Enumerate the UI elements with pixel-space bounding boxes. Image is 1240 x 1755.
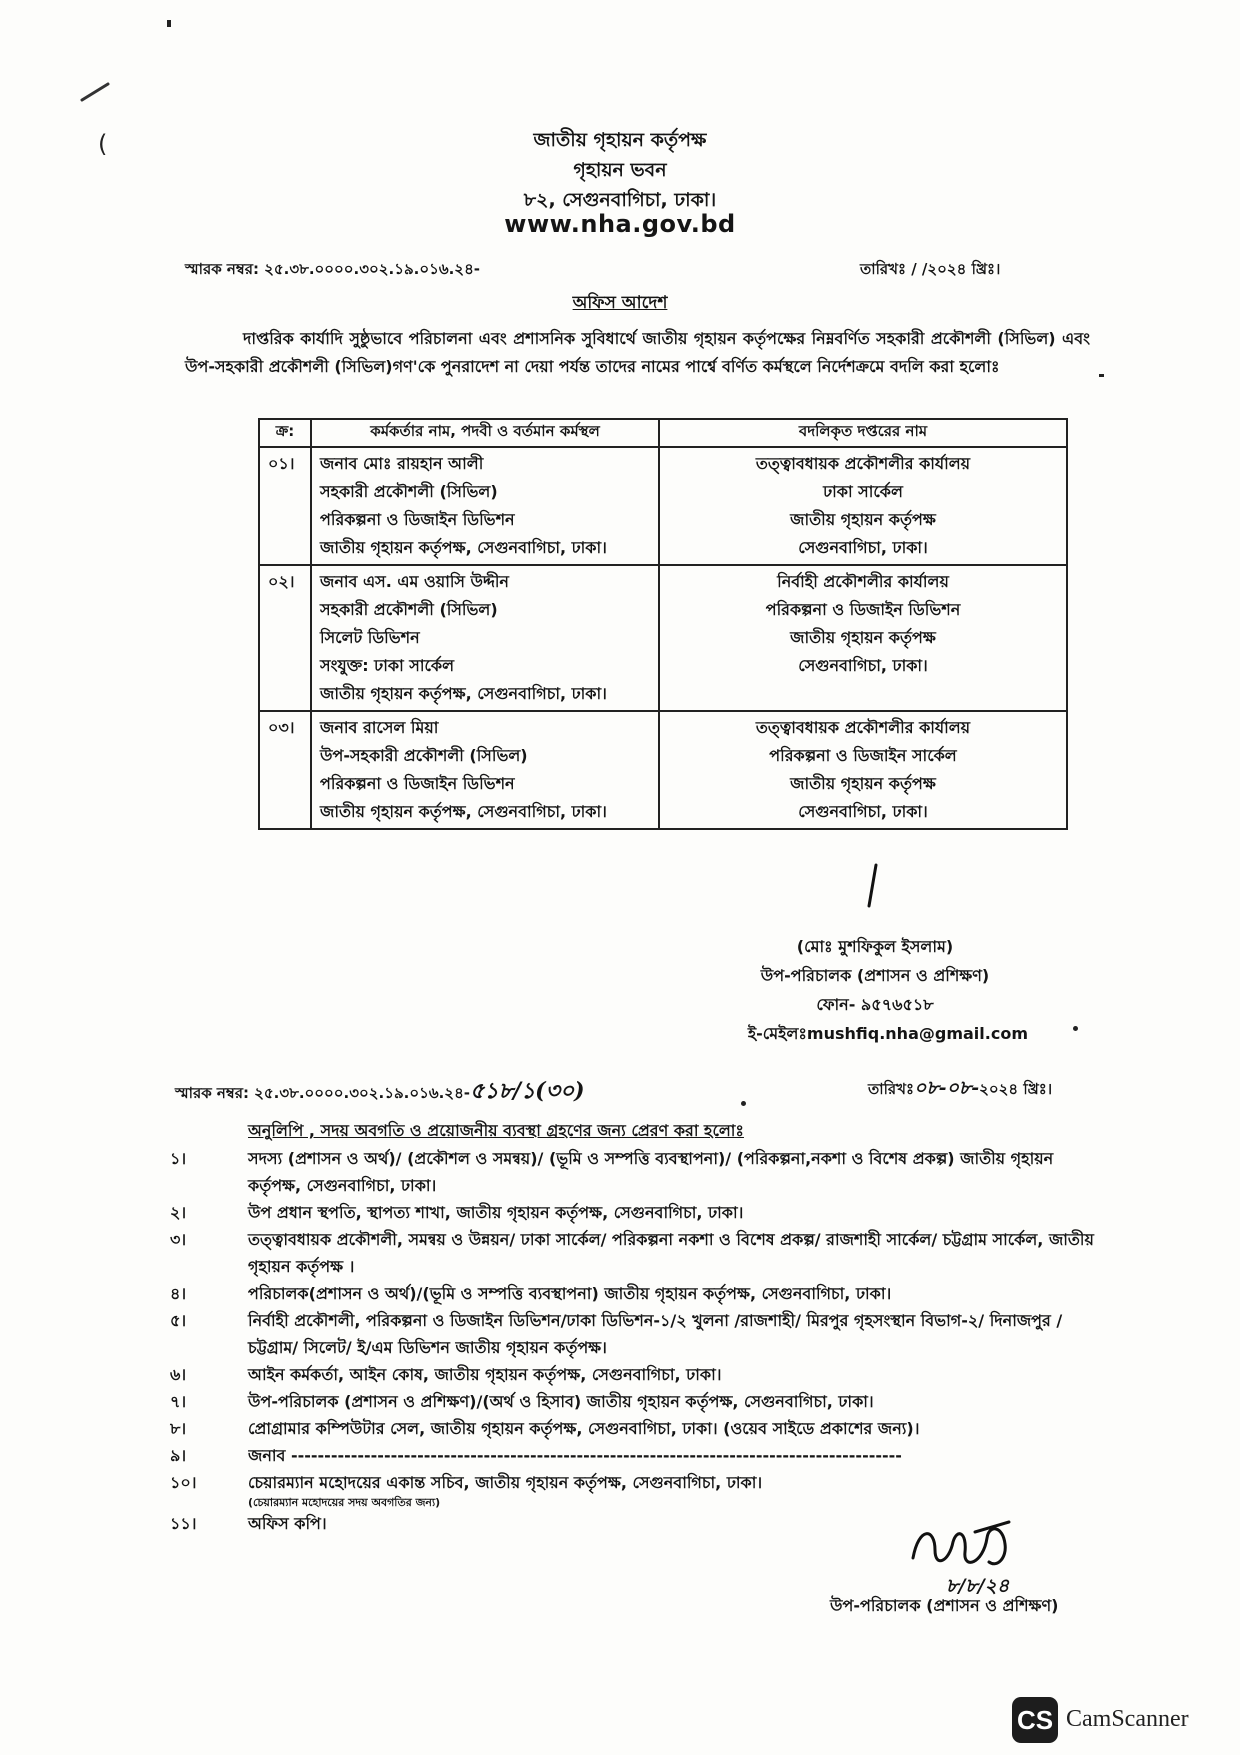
org-name: জাতীয় গৃহায়ন কর্তৃপক্ষ	[533, 129, 707, 151]
camscanner-watermark: CamScanner	[1066, 1706, 1189, 1732]
list-item	[170, 1145, 1100, 1199]
destination-line: সেগুনবাগিচা, ঢাকা।	[798, 802, 928, 821]
cc-item-text: জনাব --------------------------------------------------------------------------------------------	[248, 1446, 902, 1465]
cc-item-number: ১০।	[170, 1473, 197, 1492]
officer-line: জনাব এস. এম ওয়াসি উদ্দীন	[320, 572, 509, 591]
signatory-designation: উপ-পরিচালক (প্রশাসন ও প্রশিক্ষণ)	[760, 966, 990, 985]
cc-item-number: ৮।	[170, 1419, 187, 1438]
signatory-email: ই-মেইলঃmushfiq.nha@gmail.com	[747, 1024, 1028, 1043]
destination-line: নির্বাহী প্রকৌশলীর কার্যালয়	[777, 572, 949, 591]
list-item	[170, 1199, 1100, 1226]
memo-ref-handwritten: ৫১৮/১(৩০)	[470, 1078, 585, 1104]
cc-item-number: ৫।	[170, 1311, 187, 1330]
officer-line: জনাব রাসেল মিয়া	[320, 718, 439, 737]
col-header-officer: কর্মকর্তার নাম, পদবী ও বর্তমান কর্মস্থল	[311, 419, 659, 447]
cc-item-text: চেয়ারম্যান মহোদয়ের একান্ত সচিব, জাতীয় গৃহায়ন কর্তৃপক্ষ, সেগুনবাগিচা, ঢাকা।	[248, 1473, 763, 1492]
cc-item-number: ৪।	[170, 1284, 187, 1303]
bottom-signatory-designation: উপ-পরিচালক (প্রশাসন ও প্রশিক্ষণ)	[830, 1596, 1059, 1615]
officer-cell	[311, 447, 659, 565]
col-header-destination: বদলিকৃত দপ্তরের নাম	[659, 419, 1067, 447]
scan-mark	[167, 20, 171, 27]
memo-date-top: তারিখঃ / /২০২৪ খ্রিঃ।	[860, 260, 1001, 278]
website-link[interactable]: www.nha.gov.bd	[504, 210, 736, 238]
list-item	[170, 1280, 1100, 1307]
col-header-serial: ক্র:	[259, 419, 311, 447]
scan-mark: (	[98, 130, 108, 158]
cc-item-number: ১১।	[170, 1514, 197, 1533]
officer-line: জাতীয় গৃহায়ন কর্তৃপক্ষ, সেগুনবাগিচা, ঢাকা।	[320, 538, 607, 557]
cc-item-text: প্রোগ্রামার কম্পিউটার সেল, জাতীয় গৃহায়ন কর্তৃপক্ষ, সেগুনবাগিচা, ঢাকা। (ওয়েব সাইডে প্রকাশের জন্য)।	[248, 1419, 920, 1438]
cc-item-text: সদস্য (প্রশাসন ও অর্থ)/ (প্রকৌশল ও সমন্বয়)/ (ভূমি ও সম্পত্তি ব্যবস্থাপনা)/ (পরিকল্পনা,নকশা ও বিশেষ প্রকল্প) জাতীয় গৃহায়ন কর্তৃপক্ষ, সেগুনবাগিচা, ঢাকা।	[248, 1149, 1054, 1195]
memo-ref-top: স্মারক নম্বর: ২৫.৩৮.০০০০.৩০২.১৯.০১৬.২৪-	[185, 260, 481, 278]
cc-item-number: ৯।	[170, 1446, 187, 1465]
row-serial: ০১।	[259, 447, 311, 565]
signatory-phone: ফোন- ৯৫৭৬৫১৮	[816, 995, 934, 1014]
destination-line: সেগুনবাগিচা, ঢাকা।	[798, 538, 928, 557]
order-intro: দাপ্তরিক কার্যাদি সুষ্ঠুভাবে পরিচালনা এবং প্রশাসনিক সুবিধার্থে জাতীয় গৃহায়ন কর্তৃপক্ষের নিম্নবর্ণিত সহকারী প্রকৌশলী (সিভিল) এবং উপ-সহকারী প্রকৌশলী (সিভিল)গণ'কে পুনরাদেশ না দেয়া পর্যন্ত তাদের নামের পার্শ্বে বর্ণিত কর্মস্থলে নির্দেশক্রমে বদলি করা হলোঃ	[185, 329, 1090, 376]
signatory-name: (মোঃ মুশফিকুল ইসলাম)	[796, 937, 954, 956]
destination-line: জাতীয় গৃহায়ন কর্তৃপক্ষ	[790, 774, 936, 793]
signature-date-handwritten: ৮/৮/২৪	[946, 1575, 1010, 1597]
cc-item-number: ১।	[170, 1149, 187, 1168]
officer-line: জাতীয় গৃহায়ন কর্তৃপক্ষ, সেগুনবাগিচা, ঢাকা।	[320, 802, 607, 821]
destination-line: পরিকল্পনা ও ডিজাইন ডিভিশন	[765, 600, 961, 619]
destination-line: পরিকল্পনা ও ডিজাইন সার্কেল	[769, 746, 957, 765]
officer-line: পরিকল্পনা ও ডিজাইন ডিভিশন	[320, 774, 515, 793]
destination-line: ঢাকা সার্কেল	[823, 482, 903, 501]
memo-ref-bottom	[175, 1074, 585, 1111]
cc-item-content	[248, 1469, 1100, 1510]
officer-line: সহকারী প্রকৌশলী (সিভিল)	[320, 482, 498, 501]
cc-item-number: ৩।	[170, 1230, 187, 1249]
list-item	[170, 1415, 1100, 1442]
destination-cell	[659, 565, 1067, 711]
destination-cell	[659, 711, 1067, 829]
cc-item-text: আইন কর্মকর্তা, আইন কোষ, জাতীয় গৃহায়ন কর্তৃপক্ষ, সেগুনবাগিচা, ঢাকা।	[248, 1365, 722, 1384]
building-name: গৃহায়ন ভবন	[573, 159, 667, 181]
table-header-row	[259, 419, 1067, 447]
row-serial: ০৩।	[259, 711, 311, 829]
officer-line: সহকারী প্রকৌশলী (সিভিল)	[320, 600, 498, 619]
destination-cell	[659, 447, 1067, 565]
cc-title: অনুলিপি , সদয় অবগতি ও প্রয়োজনীয় ব্যবস্থা গ্রহণের জন্য প্রেরণ করা হলোঃ	[248, 1121, 744, 1140]
camscanner-logo-icon: CS	[1012, 1697, 1058, 1743]
scan-mark	[78, 78, 118, 108]
cc-item-number: ২।	[170, 1203, 187, 1222]
memo-date-handwritten: ০৮-০৮-	[914, 1077, 980, 1099]
cc-item-text: পরিচালক(প্রশাসন ও অর্থ)/(ভূমি ও সম্পত্তি ব্যবস্থাপনা) জাতীয় গৃহায়ন কর্তৃপক্ষ, সেগুনবাগিচা, ঢাকা।	[248, 1284, 892, 1303]
signatory-block	[700, 932, 1050, 1048]
cc-item-text: উপ-পরিচালক (প্রশাসন ও প্রশিক্ষণ)/(অর্থ ও হিসাব) জাতীয় গৃহায়ন কর্তৃপক্ষ, সেগুনবাগিচা, ঢাকা।	[248, 1392, 874, 1411]
memo-date-suffix: ২০২৪ খ্রিঃ।	[979, 1080, 1053, 1098]
officer-line: উপ-সহকারী প্রকৌশলী (সিভিল)	[320, 746, 528, 765]
cc-item-text: নির্বাহী প্রকৌশলী, পরিকল্পনা ও ডিজাইন ডিভিশন/ঢাকা ডিভিশন-১/২ খুলনা /রাজশাহী/ মিরপুর গৃহসংস্থান বিভাগ-২/ দিনাজপুর / চট্টগ্রাম/ সিলেট/ ই/এম ডিভিশন জাতীয় গৃহায়ন কর্তৃপক্ষ।	[248, 1311, 1063, 1357]
list-item	[170, 1442, 1100, 1469]
cc-item-number: ৭।	[170, 1392, 187, 1411]
list-item	[170, 1226, 1100, 1280]
cc-list	[170, 1145, 1100, 1537]
destination-line: জাতীয় গৃহায়ন কর্তৃপক্ষ	[790, 510, 936, 529]
destination-line: তত্ত্বাবধায়ক প্রকৌশলীর কার্যালয়	[755, 454, 971, 473]
row-serial: ০২।	[259, 565, 311, 711]
officer-line: জাতীয় গৃহায়ন কর্তৃপক্ষ, সেগুনবাগিচা, ঢাকা।	[320, 684, 607, 703]
cc-item-text: তত্ত্বাবধায়ক প্রকৌশলী, সমন্বয় ও উন্নয়ন/ ঢাকা সার্কেল/ পরিকল্পনা নকশা ও বিশেষ প্রকল্প/ রাজশাহী সার্কেল/ চট্টগ্রাম সার্কেল, জাতীয় গৃহায়ন কর্তৃপক্ষ ।	[248, 1230, 1094, 1276]
officer-line: পরিকল্পনা ও ডিজাইন ডিভিশন	[320, 510, 515, 529]
order-title: অফিস আদেশ	[572, 293, 668, 313]
officer-line: সিলেট ডিভিশন	[320, 628, 420, 647]
officer-cell	[311, 565, 659, 711]
transfer-table	[258, 418, 1068, 830]
destination-line: তত্ত্বাবধায়ক প্রকৌশলীর কার্যালয়	[755, 718, 971, 737]
table-row	[259, 447, 1067, 565]
scan-mark	[1099, 374, 1104, 377]
scan-mark	[1073, 1026, 1078, 1031]
list-item	[170, 1361, 1100, 1388]
list-item	[170, 1388, 1100, 1415]
officer-line: সংযুক্ত: ঢাকা সার্কেল	[320, 656, 455, 675]
cc-item-text: উপ প্রধান স্থপতি, স্থাপত্য শাখা, জাতীয় গৃহায়ন কর্তৃপক্ষ, সেগুনবাগিচা, ঢাকা।	[248, 1203, 744, 1222]
cc-item-number: ৬।	[170, 1365, 187, 1384]
officer-cell	[311, 711, 659, 829]
memo-ref-bottom-text: স্মারক নম্বর: ২৫.৩৮.০০০০.৩০২.১৯.০১৬.২৪-	[175, 1084, 471, 1102]
scan-mark	[741, 1101, 746, 1106]
memo-date-prefix: তারিখঃ	[868, 1080, 914, 1098]
list-item	[170, 1307, 1100, 1361]
memo-date-bottom	[868, 1074, 1052, 1106]
officer-line: জনাব মোঃ রায়হান আলী	[320, 454, 484, 473]
signature-stroke	[862, 862, 882, 910]
destination-line: জাতীয় গৃহায়ন কর্তৃপক্ষ	[790, 628, 936, 647]
destination-line: সেগুনবাগিচা, ঢাকা।	[798, 656, 928, 675]
cc-item-note: (চেয়ারম্যান মহোদয়ের সদয় অবগতির জন্য)	[248, 1496, 441, 1509]
org-address: ৮২, সেগুনবাগিচা, ঢাকা।	[523, 189, 717, 211]
handwritten-signature	[905, 1518, 1025, 1578]
cc-item-text: অফিস কপি।	[248, 1514, 327, 1533]
table-row	[259, 711, 1067, 829]
table-row	[259, 565, 1067, 711]
list-item	[170, 1469, 1100, 1510]
